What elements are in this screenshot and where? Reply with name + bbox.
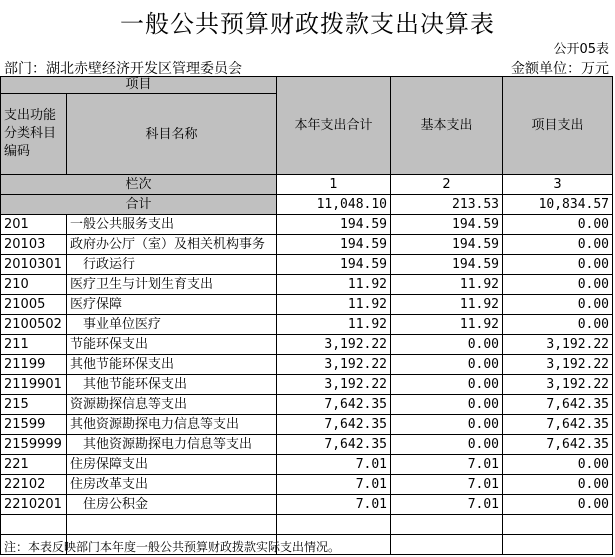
seq-row (1, 175, 613, 195)
department-label: 部门：湖北赤壁经济开发区管理委员会 (4, 61, 242, 77)
table-row (1, 255, 613, 275)
table-row (1, 355, 613, 375)
empty-cell (391, 535, 503, 555)
row-total: 11.92 (277, 295, 391, 315)
table-row (1, 235, 613, 255)
row-code: 2210201 (1, 495, 67, 515)
row-basic: 194.59 (391, 215, 503, 235)
total-sum: 11,048.10 (277, 195, 391, 215)
row-name: 住房改革支出 (67, 475, 277, 495)
row-name: 行政运行 (67, 255, 277, 275)
row-project: 3,192.22 (503, 355, 613, 375)
total-basic: 213.53 (391, 195, 503, 215)
table-row (1, 215, 613, 235)
seq-label: 栏次 (1, 175, 277, 195)
row-total: 194.59 (277, 255, 391, 275)
row-code: 201 (1, 215, 67, 235)
empty-row (1, 515, 613, 535)
row-basic: 0.00 (391, 335, 503, 355)
row-name: 医疗卫生与计划生育支出 (67, 275, 277, 295)
seq-2: 2 (391, 175, 503, 195)
project-column-header: 项目支出 (503, 77, 613, 175)
row-total: 11.92 (277, 315, 391, 335)
row-total: 7.01 (277, 455, 391, 475)
table-row (1, 295, 613, 315)
basic-column-header: 基本支出 (391, 77, 503, 175)
row-name: 政府办公厅（室）及相关机构事务 (67, 235, 277, 255)
total-row (1, 195, 613, 215)
row-basic: 11.92 (391, 295, 503, 315)
row-code: 20103 (1, 235, 67, 255)
row-basic: 194.59 (391, 235, 503, 255)
empty-cell (67, 515, 277, 535)
row-code: 2159999 (1, 435, 67, 455)
row-name: 资源勘探信息等支出 (67, 395, 277, 415)
row-basic: 194.59 (391, 255, 503, 275)
row-project: 0.00 (503, 255, 613, 275)
row-total: 194.59 (277, 215, 391, 235)
row-name: 其他资源勘探电力信息等支出 (67, 415, 277, 435)
row-project: 0.00 (503, 235, 613, 255)
row-project: 3,192.22 (503, 375, 613, 395)
row-total: 7,642.35 (277, 435, 391, 455)
empty-cell (503, 515, 613, 535)
row-code: 21599 (1, 415, 67, 435)
page-title: 一般公共预算财政拨款支出决算表 (120, 10, 495, 38)
table-row (1, 495, 613, 515)
row-total: 7,642.35 (277, 415, 391, 435)
row-code: 211 (1, 335, 67, 355)
row-code: 221 (1, 455, 67, 475)
row-total: 7,642.35 (277, 395, 391, 415)
row-project: 3,192.22 (503, 335, 613, 355)
seq-1: 1 (277, 175, 391, 195)
row-basic: 11.92 (391, 315, 503, 335)
row-name: 事业单位医疗 (67, 315, 277, 335)
row-basic: 0.00 (391, 355, 503, 375)
table-row (1, 335, 613, 355)
row-total: 7.01 (277, 495, 391, 515)
row-code: 22102 (1, 475, 67, 495)
row-code: 2100502 (1, 315, 67, 335)
row-project: 7,642.35 (503, 415, 613, 435)
expenditure-table (0, 76, 613, 555)
row-name: 其他节能环保支出 (67, 355, 277, 375)
row-project: 0.00 (503, 475, 613, 495)
table-row (1, 275, 613, 295)
row-name: 节能环保支出 (67, 335, 277, 355)
row-project: 0.00 (503, 295, 613, 315)
row-total: 3,192.22 (277, 375, 391, 395)
item-group-header: 项目 (1, 77, 277, 94)
empty-cell (277, 515, 391, 535)
footnote: 注：本表反映部门本年度一般公共预算财政拨款实际支出情况。 (4, 540, 341, 554)
row-project: 7,642.35 (503, 435, 613, 455)
seq-3: 3 (503, 175, 613, 195)
unit-label: 金额单位：万元 (511, 61, 609, 77)
form-number: 公开05表 (553, 42, 609, 57)
row-basic: 7.01 (391, 475, 503, 495)
row-name: 一般公共服务支出 (67, 215, 277, 235)
table-row (1, 415, 613, 435)
row-name: 其他节能环保支出 (67, 375, 277, 395)
row-project: 0.00 (503, 495, 613, 515)
row-project: 0.00 (503, 275, 613, 295)
code-column-header: 支出功能分类科目编码 (1, 94, 67, 175)
total-project: 10,834.57 (503, 195, 613, 215)
row-total: 194.59 (277, 235, 391, 255)
row-project: 7,642.35 (503, 395, 613, 415)
row-name: 医疗保障 (67, 295, 277, 315)
row-code: 21005 (1, 295, 67, 315)
empty-cell (503, 535, 613, 555)
row-code: 215 (1, 395, 67, 415)
total-label: 合计 (1, 195, 277, 215)
row-project: 0.00 (503, 455, 613, 475)
name-column-header: 科目名称 (67, 94, 277, 175)
empty-cell (391, 515, 503, 535)
table-row (1, 455, 613, 475)
row-total: 3,192.22 (277, 355, 391, 375)
table-row (1, 375, 613, 395)
table-row (1, 315, 613, 335)
row-total: 7.01 (277, 475, 391, 495)
row-name: 其他资源勘探电力信息等支出 (67, 435, 277, 455)
row-code: 2010301 (1, 255, 67, 275)
row-code: 210 (1, 275, 67, 295)
table-row (1, 435, 613, 455)
row-project: 0.00 (503, 215, 613, 235)
row-total: 3,192.22 (277, 335, 391, 355)
row-total: 11.92 (277, 275, 391, 295)
row-basic: 11.92 (391, 275, 503, 295)
row-basic: 0.00 (391, 395, 503, 415)
total-column-header: 本年支出合计 (277, 77, 391, 175)
row-name: 住房保障支出 (67, 455, 277, 475)
row-basic: 0.00 (391, 435, 503, 455)
row-basic: 0.00 (391, 415, 503, 435)
row-code: 2119901 (1, 375, 67, 395)
row-basic: 0.00 (391, 375, 503, 395)
row-basic: 7.01 (391, 455, 503, 475)
row-project: 0.00 (503, 315, 613, 335)
row-code: 21199 (1, 355, 67, 375)
table-row (1, 395, 613, 415)
row-basic: 7.01 (391, 495, 503, 515)
table-row (1, 475, 613, 495)
row-name: 住房公积金 (67, 495, 277, 515)
header-row-group (1, 77, 613, 94)
empty-cell (1, 515, 67, 535)
